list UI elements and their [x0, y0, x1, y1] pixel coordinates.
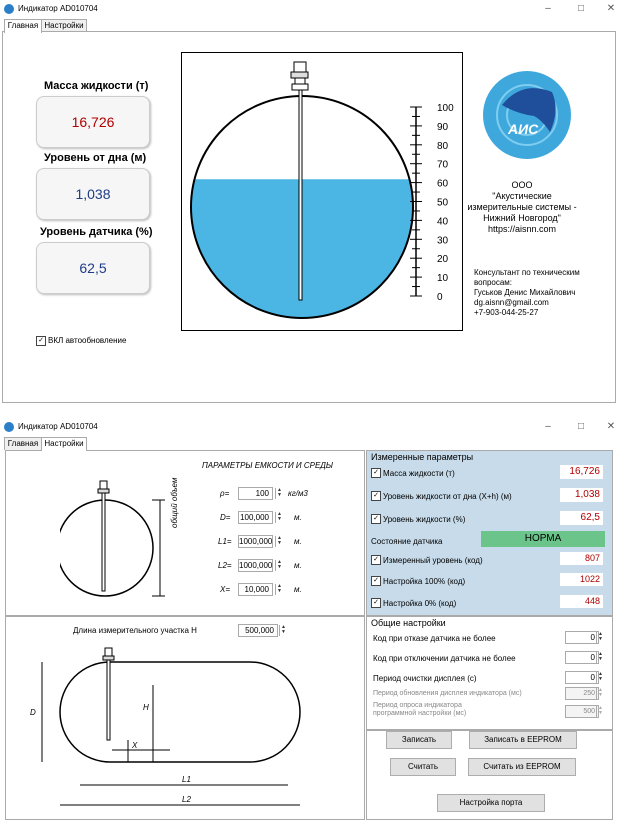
- scale-label: 100: [437, 103, 454, 114]
- company-line-2: "Акустические: [492, 191, 552, 201]
- tab-main[interactable]: Главная: [4, 19, 42, 33]
- measured-percent-value: 62,5: [560, 511, 603, 525]
- measured-params-title: Измеренные параметры: [371, 452, 474, 462]
- logo-text: АИС: [508, 121, 539, 137]
- poll-period-input: 500: [565, 705, 599, 718]
- measured-mass-value: 16,726: [560, 465, 603, 479]
- measure-length-input[interactable]: 500,000: [238, 624, 278, 637]
- mass-value: 16,726: [36, 96, 150, 148]
- app-icon: [4, 422, 14, 432]
- disconnect-code-label: Код при отключении датчика не более: [373, 654, 516, 663]
- general-settings-title: Общие настройки: [371, 618, 446, 628]
- tab-settings[interactable]: Настройки: [41, 19, 87, 32]
- param-l1-unit: м.: [294, 537, 302, 546]
- sensor-level-value: 62,5: [36, 242, 150, 294]
- scale-label: 30: [437, 235, 449, 247]
- code-100-checkbox[interactable]: ✓: [371, 576, 381, 586]
- autoupdate-label: ВКЛ автообновление: [48, 336, 127, 345]
- clear-period-label: Период очистки дисплея (с): [373, 674, 477, 683]
- port-settings-button[interactable]: Настройка порта: [437, 794, 545, 812]
- contact-line-2: вопросам:: [474, 278, 513, 287]
- app-icon: [4, 4, 14, 14]
- read-eeprom-button[interactable]: Считать из EEPROM: [468, 758, 576, 776]
- level-value: 1,038: [36, 168, 150, 220]
- param-rho-symbol: ρ=: [220, 489, 230, 498]
- scale-label: 20: [437, 254, 449, 266]
- diagram-label-d: D: [30, 708, 36, 717]
- diagram-label-l1: L1: [182, 775, 191, 784]
- company-line-3: измерительные системы -: [467, 202, 577, 212]
- scale-label: 40: [437, 216, 449, 228]
- code-measured-label: Измеренный уровень (код): [383, 556, 483, 565]
- measured-level-value: 1,038: [560, 488, 603, 502]
- contact-email: dg.aisnn@gmail.com: [474, 298, 549, 307]
- fail-code-label: Код при отказе датчика не более: [373, 634, 496, 643]
- diagram-label-l2: L2: [182, 795, 191, 804]
- measure-length-spinner[interactable]: ▲ ▼: [279, 625, 287, 636]
- fail-code-spinner[interactable]: ▲ ▼: [596, 632, 604, 643]
- mass-label: Масса жидкости (т): [44, 80, 149, 92]
- close-button[interactable]: ✕: [606, 3, 616, 14]
- level-label: Уровень от дна (м): [44, 152, 147, 164]
- read-button[interactable]: Считать: [390, 758, 456, 776]
- contact-line-3: Гуськов Денис Михайлович: [474, 288, 576, 297]
- param-l1-symbol: L1=: [218, 537, 232, 546]
- code-100-value: 1022: [560, 573, 603, 586]
- update-period-input: 250: [565, 687, 599, 700]
- maximize-button[interactable]: □: [577, 421, 585, 432]
- measured-percent-label: Уровень жидкости (%): [383, 515, 466, 524]
- param-rho-input[interactable]: 100: [238, 487, 273, 500]
- write-eeprom-button[interactable]: Записать в EEPROM: [469, 731, 577, 749]
- title-bar: [0, 0, 620, 18]
- minimize-button[interactable]: –: [545, 3, 551, 14]
- measured-mass-checkbox[interactable]: ✓: [371, 468, 381, 478]
- window-main: [0, 0, 620, 405]
- contact-phone: +7-903-044-25-27: [474, 308, 539, 317]
- param-l2-unit: м.: [294, 561, 302, 570]
- update-period-label: Период обновления дисплея индикатора (мс): [373, 690, 522, 697]
- company-logo: [482, 70, 572, 160]
- measured-level-label: Уровень жидкости от дна (X+h) (м): [383, 492, 512, 501]
- param-d-unit: м.: [294, 513, 302, 522]
- param-d-symbol: D=: [220, 513, 231, 522]
- volume-label: общий объем: [170, 477, 179, 528]
- clear-period-input[interactable]: 0: [565, 671, 599, 684]
- sensor-state-label: Состояние датчика: [371, 537, 443, 546]
- diagram-label-x: X: [132, 741, 138, 750]
- close-button[interactable]: ✕: [606, 421, 616, 432]
- write-button[interactable]: Записать: [386, 731, 452, 749]
- tab-main[interactable]: Главная: [4, 437, 42, 450]
- company-line-4: Нижний Новгород": [483, 213, 561, 223]
- param-x-symbol: X=: [220, 585, 231, 594]
- title-bar: [0, 418, 620, 436]
- param-x-unit: м.: [294, 585, 302, 594]
- code-measured-checkbox[interactable]: ✓: [371, 555, 381, 565]
- clear-period-spinner[interactable]: ▲ ▼: [596, 672, 604, 683]
- minimize-button[interactable]: –: [545, 421, 551, 432]
- window-title: Индикатор AD010704: [18, 4, 98, 13]
- code-0-label: Настройка 0% (код): [383, 599, 457, 608]
- horizontal-tank-diagram: [20, 640, 330, 815]
- sensor-level-label: Уровень датчика (%): [40, 226, 153, 238]
- measured-level-checkbox[interactable]: ✓: [371, 491, 381, 501]
- disconnect-code-input[interactable]: 0: [565, 651, 599, 664]
- company-line-1: ООО: [511, 180, 533, 190]
- param-d-input[interactable]: 100,000: [238, 511, 273, 524]
- poll-period-spinner: ▲ ▼: [596, 706, 604, 717]
- measured-percent-checkbox[interactable]: ✓: [371, 514, 381, 524]
- param-l2-spinner[interactable]: ▲ ▼: [275, 560, 283, 571]
- param-l1-spinner[interactable]: ▲ ▼: [275, 536, 283, 547]
- tab-settings[interactable]: Настройки: [41, 437, 87, 451]
- param-l1-input[interactable]: 1000,000: [239, 537, 273, 546]
- param-d-spinner[interactable]: ▲ ▼: [275, 512, 283, 523]
- param-l2-input[interactable]: 1000,000: [239, 561, 273, 570]
- autoupdate-checkbox[interactable]: ✓: [36, 336, 46, 346]
- diagram-label-h: H: [143, 703, 149, 712]
- scale-label: 80: [437, 140, 449, 152]
- tank-params-title: ПАРАМЕТРЫ ЕМКОСТИ И СРЕДЫ: [202, 461, 334, 470]
- scale-label: 70: [437, 159, 449, 171]
- window-title: Индикатор AD010704: [18, 422, 98, 431]
- maximize-button[interactable]: □: [577, 3, 585, 14]
- scale-label: 10: [437, 273, 449, 285]
- param-l2-symbol: L2=: [218, 561, 232, 570]
- code-0-value: 448: [560, 595, 603, 608]
- disconnect-code-spinner[interactable]: ▲ ▼: [596, 652, 604, 663]
- param-x-spinner[interactable]: ▲ ▼: [275, 584, 283, 595]
- code-measured-value: 807: [560, 552, 603, 565]
- scale-label: 90: [437, 121, 449, 133]
- measure-length-label: Длина измерительного участка H: [73, 626, 197, 635]
- code-0-checkbox[interactable]: ✓: [371, 598, 381, 608]
- measured-mass-label: Масса жидкости (т): [383, 469, 455, 478]
- tank-diagram: [181, 52, 463, 331]
- code-100-label: Настройка 100% (код): [383, 577, 466, 586]
- param-x-input[interactable]: 10,000: [238, 583, 273, 596]
- contact-line-1: Консультант по техническим: [474, 268, 580, 277]
- update-period-spinner: ▲ ▼: [596, 688, 604, 699]
- param-rho-unit: кг/м3: [288, 489, 308, 498]
- fail-code-input[interactable]: 0: [565, 631, 599, 644]
- window-settings: [0, 418, 620, 822]
- company-website-link[interactable]: https://aisnn.com: [487, 224, 557, 234]
- param-rho-spinner[interactable]: ▲ ▼: [275, 488, 283, 499]
- scale-label: 0: [437, 292, 443, 303]
- scale-label: 60: [437, 178, 449, 190]
- poll-period-label: Период опроса индикатора программной настройки (мс): [373, 702, 467, 717]
- sensor-state-badge: НОРМА: [481, 531, 605, 547]
- scale-label: 50: [437, 197, 449, 209]
